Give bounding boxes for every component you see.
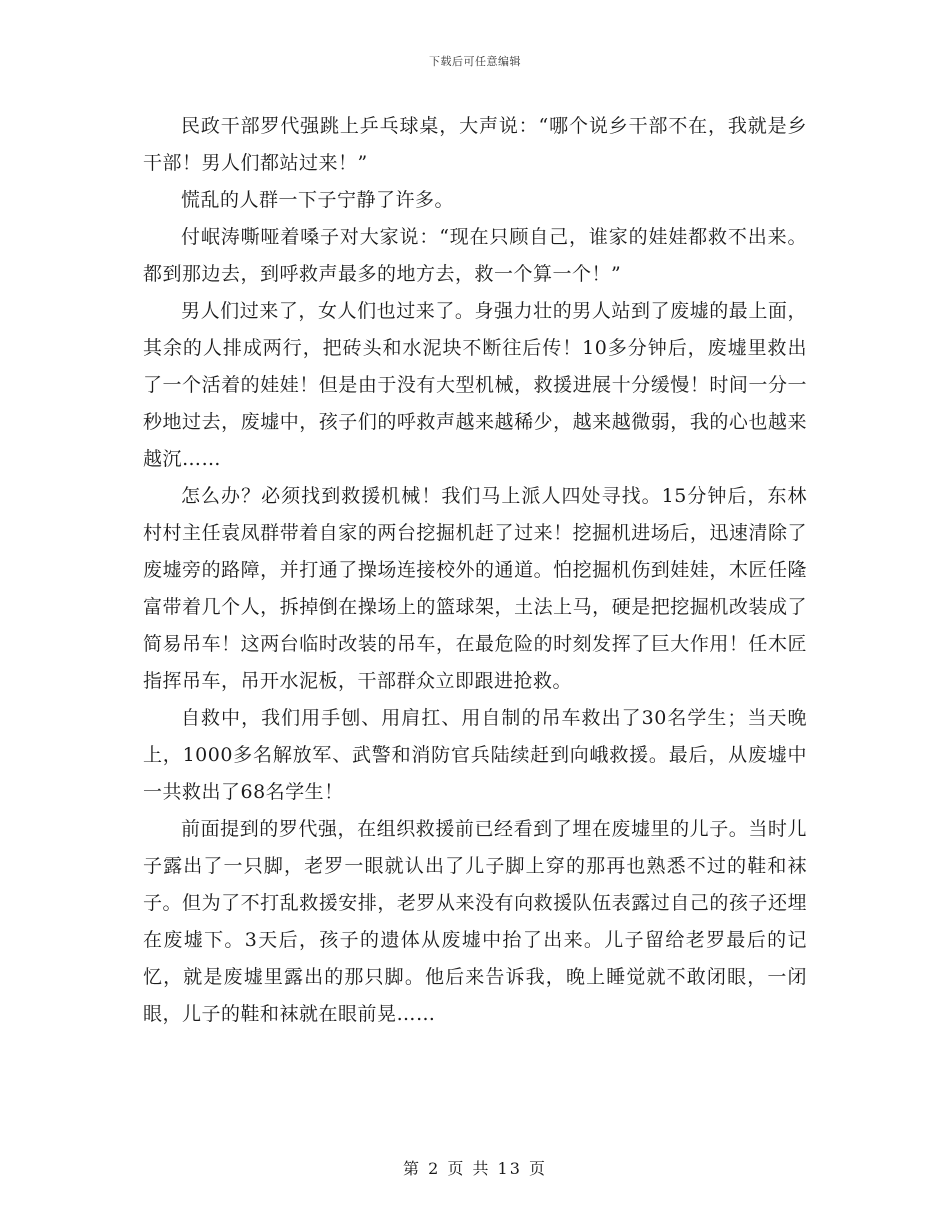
paragraph-4: 男人们过来了，女人们也过来了。身强力壮的男人站到了废墟的最上面，其余的人排成两行，把砖头和水泥块不断往后传！10多分钟后，废墟里救出了一个活着的娃娃！但是由于没有大型机械，救援进展十分缓慢！时间一分一秒地过去，废墟中，孩子们的呼救声越来越稀少，越来越微弱，我的心也越来越沉……: [143, 300, 807, 470]
document-body: [143, 108, 807, 1033]
page-number-footer: 第 2 页 共 13 页: [403, 1159, 547, 1178]
paragraph-6: 自救中，我们用手刨、用肩扛、用自制的吊车救出了30名学生；当天晚上，1000多名解放军、武警和消防官兵陆续赶到向峨救援。最后，从废墟中一共救出了68名学生！: [143, 707, 807, 803]
paragraph-5: 怎么办？必须找到救援机械！我们马上派人四处寻找。15分钟后，东林村村主任袁凤群带着自家的两台挖掘机赶了过来！挖掘机进场后，迅速清除了废墟旁的路障，并打通了操场连接校外的通道。怕挖掘机伤到娃娃，木匠任隆富带着几个人，拆掉倒在操场上的篮球架，土法上马，硬是把挖掘机改装成了简易吊车！这两台临时改装的吊车，在最危险的时刻发挥了巨大作用！任木匠指挥吊车，吊开水泥板，干部群众立即跟进抢救。: [143, 485, 807, 692]
paragraph-1: 民政干部罗代强跳上乒乓球桌，大声说：“哪个说乡干部不在，我就是乡干部！男人们都站过来！”: [143, 115, 807, 174]
page-header: 下载后可任意编辑: [429, 55, 521, 68]
paragraph-2: 慌乱的人群一下子宁静了许多。: [181, 189, 455, 211]
paragraph-7: 前面提到的罗代强，在组织救援前已经看到了埋在废墟里的儿子。当时儿子露出了一只脚，老罗一眼就认出了儿子脚上穿的那再也熟悉不过的鞋和袜子。但为了不打乱救援安排，老罗从来没有向救援队伍表露过自己的孩子还埋在废墟下。3天后，孩子的遗体从废墟中抬了出来。儿子留给老罗最后的记忆，就是废墟里露出的那只脚。他后来告诉我，晚上睡觉就不敢闭眼，一闭眼，儿子的鞋和袜就在眼前晃……: [143, 818, 807, 1025]
paragraph-3: 付岷涛嘶哑着嗓子对大家说：“现在只顾自己，谁家的娃娃都救不出来。都到那边去，到呼救声最多的地方去，救一个算一个！”: [143, 226, 807, 285]
